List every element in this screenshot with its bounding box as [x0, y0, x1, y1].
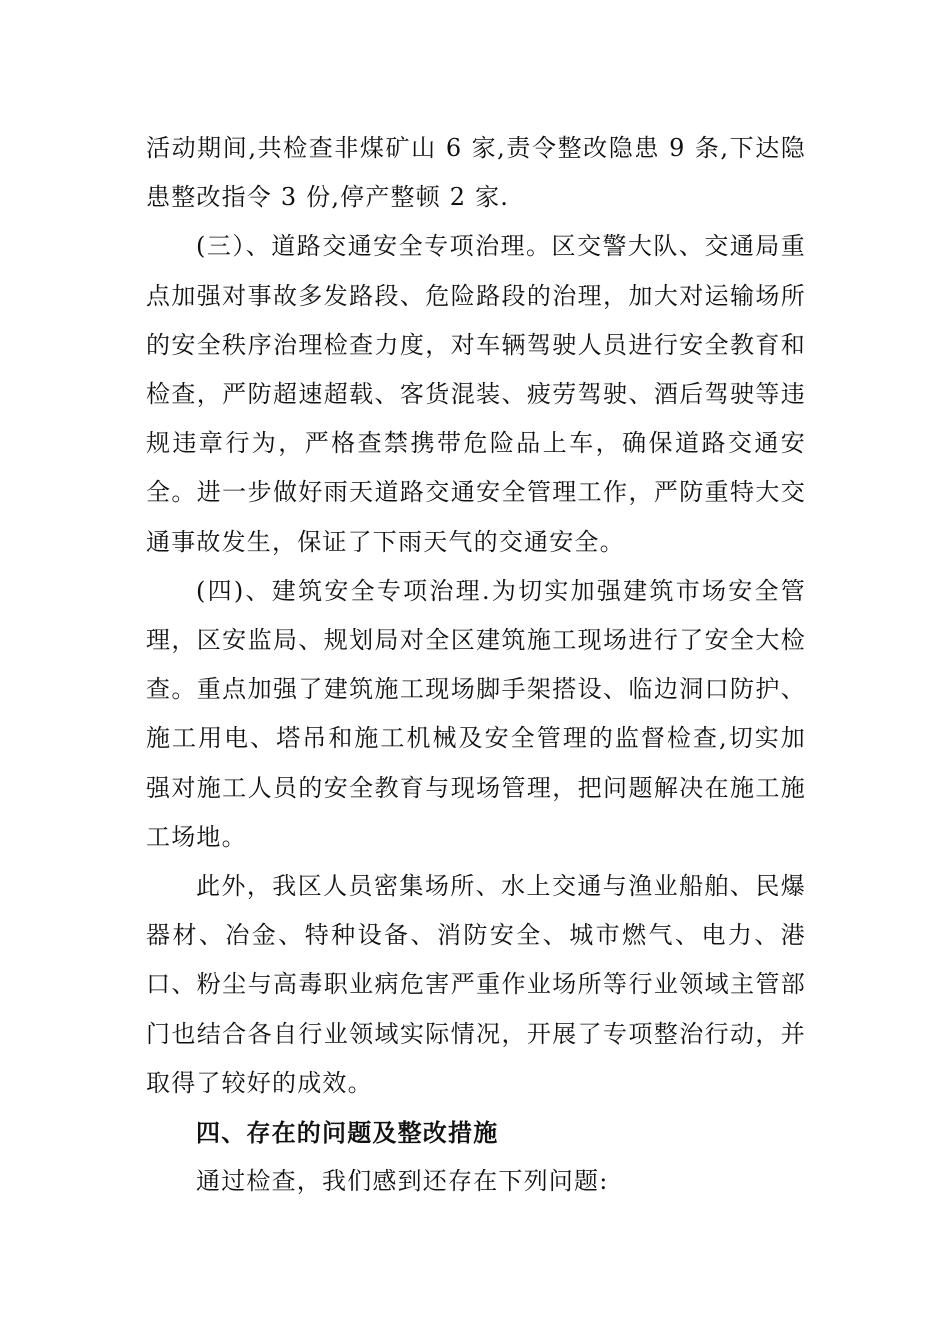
document-body [146, 124, 806, 1206]
section-heading-problems-and-measures: 四、存在的问题及整改措施 [196, 1118, 499, 1148]
paragraph-construction-safety: (四)、建筑安全专项治理.为切实加强建筑市场安全管理，区安监局、规划局对全区建筑施工现场进行了安全大检查。重点加强了建筑施工现场脚手架搭设、临边洞口防护、施工用电、塔吊和施工机械及安全管理的监督检查,切实加强对施工人员的安全教育与现场管理，把问题解决在施工施工场地。 [146, 576, 806, 851]
paragraph-other-sectors: 此外，我区人员密集场所、水上交通与渔业船舶、民爆器材、冶金、特种设备、消防安全、城市燃气、电力、港口、粉尘与高毒职业病危害严重作业场所等行业领域主管部门也结合各自行业领域实际情况，开展了专项整治行动，并取得了较好的成效。 [146, 872, 806, 1097]
paragraph-road-traffic-safety: (三）、道路交通安全专项治理。区交警大队、交通局重点加强对事故多发路段、危险路段的治理，加大对运输场所的安全秩序治理检查力度，对车辆驾驶人员进行安全教育和检查，严防超速超载、客货混装、疲劳驾驶、酒后驾驶等违规违章行为，严格查禁携带危险品上车，确保道路交通安全。进一步做好雨天道路交通安全管理工作，严防重特大交通事故发生，保证了下雨天气的交通安全。 [146, 232, 806, 556]
paragraph-problems-intro: 通过检查，我们感到还存在下列问题: [196, 1167, 609, 1196]
paragraph-continuation: 活动期间,共检查非煤矿山 6 家,责令整改隐患 9 条,下达隐患整改指令 3 份,停产整顿 2 家. [146, 134, 806, 212]
